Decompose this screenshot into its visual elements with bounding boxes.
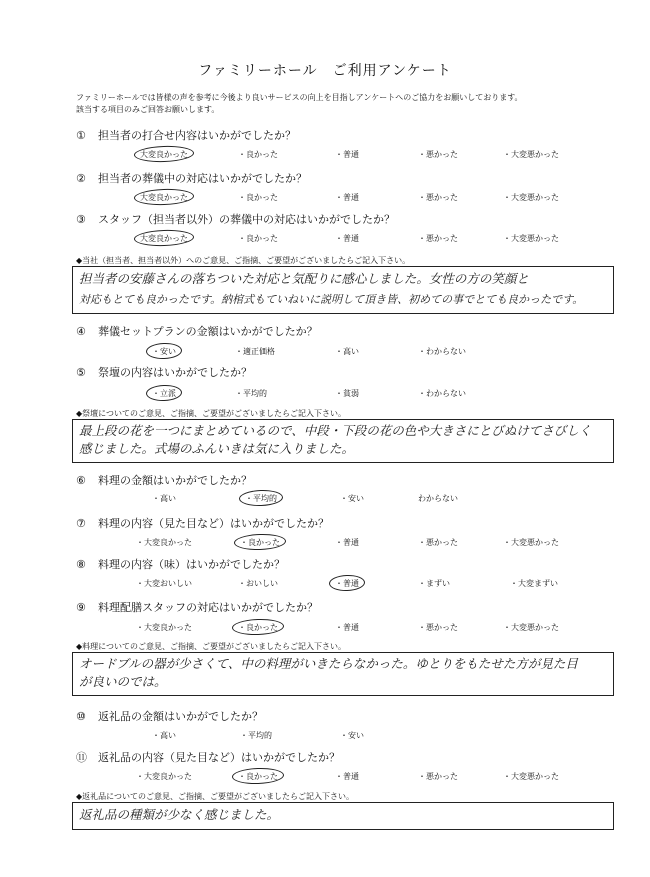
question-7 xyxy=(76,515,329,531)
option-bad[interactable]: ・悪かった xyxy=(418,150,458,159)
option-cheap[interactable]: ・安い xyxy=(340,731,364,740)
question-number: ② xyxy=(76,172,86,185)
option-very-bad[interactable]: ・大変悪かった xyxy=(503,538,559,547)
question-9 xyxy=(76,599,318,615)
question-text: 葬儀セットプランの金額はいかがでしたか？ xyxy=(98,325,318,338)
question-number: ⑪ xyxy=(76,751,87,764)
intro-line-1: ファミリーホールでは皆様の声を参考に今後より良いサービスの向上を目指しアンケートへのご協力をお願いしております。 xyxy=(76,93,523,102)
option-very-bad[interactable]: ・大変悪かった xyxy=(503,150,559,159)
option-cheap[interactable]: ・安い xyxy=(152,347,176,356)
question-text: 返礼品の金額はいかがでしたか？ xyxy=(98,710,263,723)
comment-box-altar[interactable] xyxy=(72,419,614,463)
option-average[interactable]: ・平均的 xyxy=(235,389,267,398)
comment-line-1: オードブルの器が少さくて、中の料理がいきたらなかった。ゆとりをもたせた方が見た目 xyxy=(79,656,578,671)
question-number: ③ xyxy=(76,213,86,226)
options-q5 xyxy=(0,388,650,402)
option-very-good[interactable]: ・大変良かった xyxy=(136,623,192,632)
question-number: ⑨ xyxy=(76,601,86,614)
question-4 xyxy=(76,323,318,339)
comment-label-food: ◆料理についてのご意見、ご指摘、ご要望がございましたらご記入下さい。 xyxy=(76,642,346,651)
option-expensive[interactable]: ・高い xyxy=(152,731,176,740)
option-good[interactable]: ・良かった xyxy=(238,623,278,632)
question-10 xyxy=(76,708,263,724)
option-very-bad[interactable]: ・大変悪かった xyxy=(503,772,559,781)
question-number: ④ xyxy=(76,325,86,338)
option-splendid[interactable]: ・立派 xyxy=(152,389,176,398)
option-good[interactable]: ・良かった xyxy=(238,193,278,202)
question-text: 料理の内容（見た目など）はいかがでしたか？ xyxy=(98,517,329,530)
question-11 xyxy=(76,749,340,765)
option-average[interactable]: ・普通 xyxy=(335,150,359,159)
option-expensive[interactable]: ・高い xyxy=(335,347,359,356)
comment-line-2: 対応もとても良かったです。納棺式もていねいに説明して頂き皆、初めての事でとても良かったです。 xyxy=(79,293,584,306)
question-number: ⑥ xyxy=(76,474,86,487)
comment-line-1: 担当者の安藤さんの落ちついた対応と気配りに感心しました。女性の方の笑顔と xyxy=(79,271,529,286)
question-2 xyxy=(76,170,307,186)
option-good[interactable]: ・良かった xyxy=(238,150,278,159)
question-text: 料理の金額はいかがでしたか？ xyxy=(98,474,252,487)
question-3 xyxy=(76,211,395,227)
option-very-good[interactable]: 大変良かった xyxy=(140,234,188,243)
question-text: 担当者の葬儀中の対応はいかがでしたか？ xyxy=(98,172,307,185)
intro-line-2: 該当する項目のみご回答お願いします。 xyxy=(76,105,220,114)
comment-line-2: 感じました。式場のふんいきは気に入りました。 xyxy=(79,441,355,456)
question-number: ⑦ xyxy=(76,517,86,530)
option-bad[interactable]: ・悪かった xyxy=(418,623,458,632)
option-very-tasty[interactable]: ・大変おいしい xyxy=(136,579,192,588)
option-very-bad[interactable]: ・大変悪かった xyxy=(503,193,559,202)
question-text: 返礼品の内容（見た目など）はいかがでしたか？ xyxy=(98,751,340,764)
options-q8 xyxy=(0,578,650,592)
comment-label-staff: ◆当社（担当者、担当者以外）へのご意見、ご指摘、ご要望がございましたらご記入下さい。 xyxy=(76,256,411,265)
option-good[interactable]: ・良かった xyxy=(240,538,280,547)
options-q3 xyxy=(0,233,650,247)
option-unknown[interactable]: わからない xyxy=(418,494,458,503)
option-good[interactable]: ・良かった xyxy=(238,772,278,781)
option-very-good[interactable]: 大変良かった xyxy=(140,193,188,202)
question-6 xyxy=(76,472,252,488)
option-expensive[interactable]: ・高い xyxy=(152,494,176,503)
comment-line-1: 返礼品の種類が少なく感じました。 xyxy=(79,807,280,822)
question-text: スタッフ（担当者以外）の葬儀中の対応はいかがでしたか？ xyxy=(98,213,395,226)
comment-label-altar: ◆祭壇についてのご意見、ご指摘、ご要望がございましたらご記入下さい。 xyxy=(76,409,346,418)
question-text: 担当者の打合せ内容はいかがでしたか？ xyxy=(98,129,296,142)
comment-label-gift: ◆返礼品についてのご意見、ご指摘、ご要望がございましたらご記入下さい。 xyxy=(76,792,354,801)
option-very-bad[interactable]: ・大変悪かった xyxy=(503,234,559,243)
options-q6 xyxy=(0,493,650,507)
option-average[interactable]: ・普通 xyxy=(335,234,359,243)
question-number: ⑤ xyxy=(76,366,86,379)
option-very-bad[interactable]: ・大変悪かった xyxy=(503,623,559,632)
options-q2 xyxy=(0,192,650,206)
comment-box-food[interactable] xyxy=(72,652,614,696)
option-bad[interactable]: ・悪かった xyxy=(418,234,458,243)
option-bad[interactable]: ・悪かった xyxy=(418,538,458,547)
options-q11 xyxy=(0,771,650,785)
comment-line-1: 最上段の花を一つにまとめているので、中段・下段の花の色や大きさにとびぬけてさびしく xyxy=(79,423,592,438)
option-bad-taste[interactable]: ・まずい xyxy=(418,579,450,588)
options-q7 xyxy=(0,537,650,551)
option-tasty[interactable]: ・おいしい xyxy=(238,579,278,588)
option-average[interactable]: ・普通 xyxy=(335,579,359,588)
question-5 xyxy=(76,364,252,380)
option-unknown[interactable]: ・わからない xyxy=(418,389,466,398)
comment-box-gift[interactable] xyxy=(72,802,614,830)
question-number: ① xyxy=(76,129,86,142)
option-very-good[interactable]: 大変良かった xyxy=(140,150,188,159)
option-good[interactable]: ・良かった xyxy=(238,234,278,243)
options-q1 xyxy=(0,149,650,163)
option-fair-price[interactable]: ・適正価格 xyxy=(235,347,275,356)
question-text: 祭壇の内容はいかがでしたか？ xyxy=(98,366,252,379)
option-average[interactable]: ・平均的 xyxy=(245,494,277,503)
question-text: 料理の内容（味）はいかがでしたか？ xyxy=(98,558,285,571)
option-very-bad-taste[interactable]: ・大変まずい xyxy=(510,579,558,588)
question-1 xyxy=(76,127,296,143)
option-very-good[interactable]: ・大変良かった xyxy=(136,772,192,781)
question-text: 料理配膳スタッフの対応はいかがでしたか？ xyxy=(98,601,318,614)
option-average[interactable]: ・普通 xyxy=(335,772,359,781)
page-title: ファミリーホール ご利用アンケート xyxy=(198,63,452,79)
intro-text xyxy=(76,92,616,116)
option-average[interactable]: ・平均的 xyxy=(240,731,272,740)
option-cheap[interactable]: ・安い xyxy=(340,494,364,503)
options-q9 xyxy=(0,622,650,636)
option-bad[interactable]: ・悪かった xyxy=(418,772,458,781)
option-very-good[interactable]: ・大変良かった xyxy=(136,538,192,547)
options-q4 xyxy=(0,346,650,360)
options-q10 xyxy=(0,730,650,744)
option-bad[interactable]: ・悪かった xyxy=(418,193,458,202)
question-8 xyxy=(76,556,285,572)
option-average[interactable]: ・普通 xyxy=(335,538,359,547)
question-number: ⑧ xyxy=(76,558,86,571)
comment-line-2: が良いのでは。 xyxy=(79,674,167,689)
option-poor[interactable]: ・貧弱 xyxy=(335,389,359,398)
option-unknown[interactable]: ・わからない xyxy=(418,347,466,356)
comment-box-staff[interactable] xyxy=(72,266,614,314)
question-number: ⑩ xyxy=(76,710,86,723)
option-average[interactable]: ・普通 xyxy=(335,623,359,632)
option-average[interactable]: ・普通 xyxy=(335,193,359,202)
